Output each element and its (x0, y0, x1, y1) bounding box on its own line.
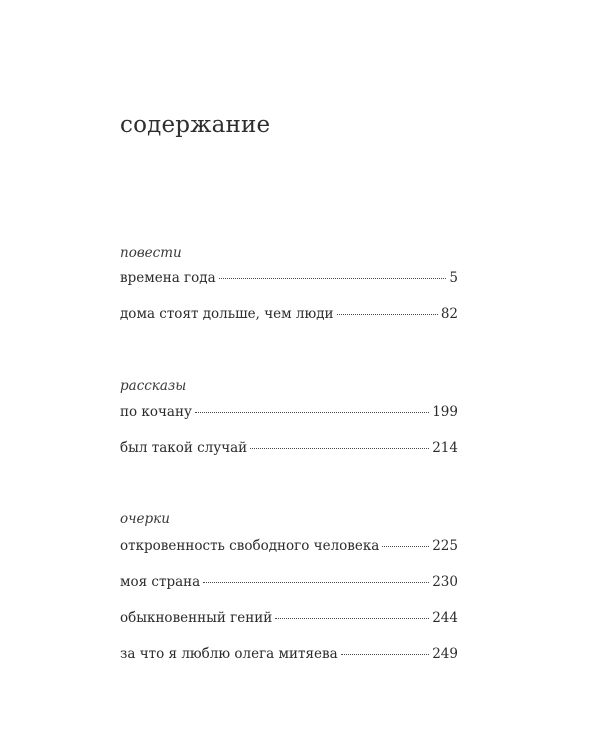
toc-entry-title: был такой случай (120, 440, 248, 456)
toc-entry-title: дома стоят дольше, чем люди (120, 306, 334, 322)
toc-entry-title: откровенность свободного человека (120, 538, 380, 554)
section-heading: рассказы (120, 378, 187, 394)
section-heading: очерки (120, 511, 170, 527)
toc-entry-page: 249 (432, 646, 458, 662)
page-title: содержание (120, 112, 271, 138)
toc-entry (120, 610, 458, 626)
dot-leader (250, 448, 429, 449)
dot-leader (203, 582, 429, 583)
toc-entry-page: 230 (432, 574, 458, 590)
toc-entry-page: 199 (432, 404, 458, 420)
toc-entry-page: 214 (432, 440, 458, 456)
toc-entry (120, 270, 458, 286)
toc-entry (120, 538, 458, 554)
toc-entry-page: 82 (440, 306, 458, 322)
toc-entry (120, 646, 458, 662)
toc-entry-page: 244 (432, 610, 458, 626)
toc-entry-title: моя страна (120, 574, 201, 590)
toc-entry-title: времена года (120, 270, 216, 286)
toc-entry-page: 225 (432, 538, 458, 554)
toc-entry-title: по кочану (120, 404, 192, 420)
toc-entry-page: 5 (449, 270, 458, 286)
toc-entry-title: за что я люблю олега митяева (120, 646, 338, 662)
toc-entry (120, 574, 458, 590)
dot-leader (195, 412, 429, 413)
toc-entry (120, 440, 458, 456)
toc-entry (120, 404, 458, 420)
toc-entry-title: обыкновенный гений (120, 610, 273, 626)
dot-leader (341, 654, 430, 655)
dot-leader (337, 314, 438, 315)
dot-leader (382, 546, 429, 547)
dot-leader (219, 278, 447, 279)
section-heading: повести (120, 245, 182, 261)
dot-leader (275, 618, 429, 619)
toc-entry (120, 306, 458, 322)
